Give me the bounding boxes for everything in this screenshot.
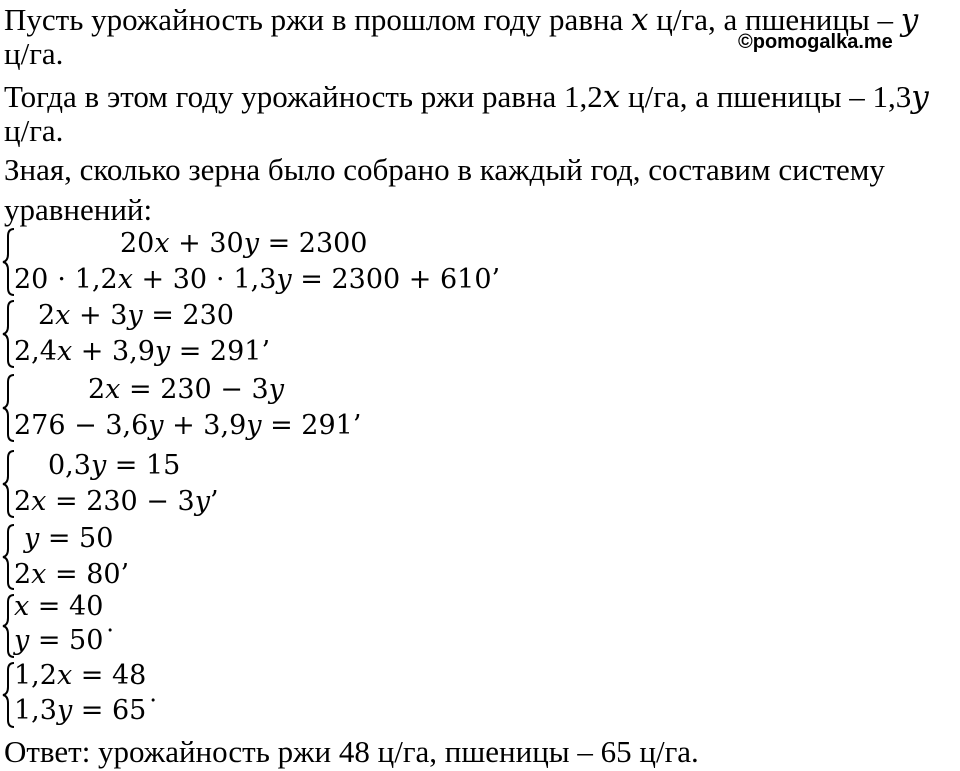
equation-system-1: [2, 226, 522, 298]
system-1-equation-1: 20𝑥 + 30𝑦 = 2300: [120, 228, 368, 259]
system-4-equation-2: 2𝑥 = 230 − 3𝑦’: [14, 486, 219, 517]
paragraph-1-line-1: Пусть урожайность ржи в прошлом году равна 𝑥 ц/га, а пшеницы – 𝑦: [4, 2, 919, 37]
system-5-equation-1: 𝑦 = 50: [24, 523, 114, 554]
system-2-equation-1: 2𝑥 + 3𝑦 = 230: [38, 300, 234, 331]
paragraph-3-line-2: уравнений:: [4, 192, 153, 227]
paragraph-2-line-2: ц/га.: [4, 113, 64, 148]
equation-system-4: [2, 448, 262, 520]
system-7-equation-2: 1,3𝑦 = 65˙: [14, 695, 160, 726]
system-4-equation-1: 0,3𝑦 = 15: [48, 450, 181, 481]
paragraph-1-line-2: ц/га.: [4, 36, 64, 71]
system-7-equation-1: 1,2𝑥 = 48: [14, 660, 147, 691]
watermark: ©pomogalka.me: [738, 31, 893, 53]
paragraph-3-line-1: Зная, сколько зерна было собрано в каждый год, составим систему: [4, 152, 885, 187]
system-2-equation-2: 2,4𝑥 + 3,9𝑦 = 291’: [14, 336, 271, 367]
equation-system-6: [2, 592, 162, 660]
system-5-equation-2: 2𝑥 = 80’: [14, 559, 130, 590]
system-6-equation-2: 𝑦 = 50˙: [14, 625, 117, 656]
system-3-equation-1: 2𝑥 = 230 − 3𝑦: [88, 374, 284, 405]
answer-line: Ответ: урожайность ржи 48 ц/га, пшеницы – 65 ц/га.: [4, 734, 699, 769]
system-3-equation-2: 276 − 3,6𝑦 + 3,9𝑦 = 291’: [14, 410, 362, 441]
system-1-equation-2: 20 ⋅ 1,2𝑥 + 30 ⋅ 1,3𝑦 = 2300 + 610’: [14, 264, 501, 295]
equation-system-2: [2, 298, 322, 370]
system-6-equation-1: 𝑥 = 40: [14, 591, 104, 622]
equation-system-3: [2, 372, 402, 444]
equation-system-5: [2, 522, 182, 592]
paragraph-2-line-1: Тогда в этом году урожайность ржи равна 1,2𝑥 ц/га, а пшеницы – 1,3𝑦: [4, 79, 929, 114]
equation-system-7: [2, 660, 202, 730]
